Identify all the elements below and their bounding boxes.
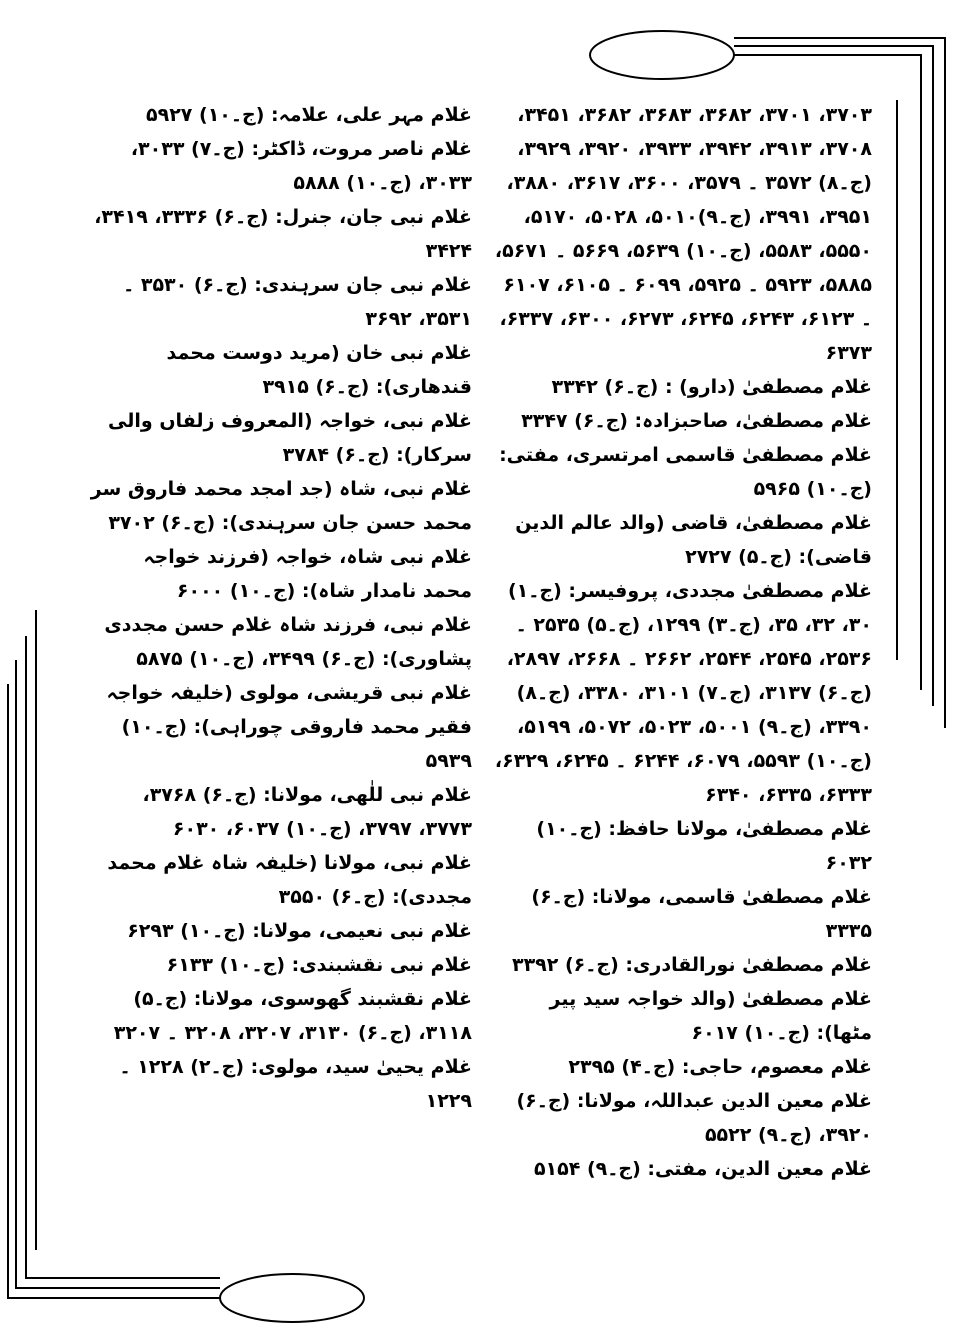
index-entry: غلام نبی نقشبندی: (ج۔۱۰) ۶۱۳۳ [166, 954, 472, 976]
index-entry: غلام مصطفیٰ، صاحبزادہ: (ج۔۶) ۳۳۴۷ [521, 410, 872, 432]
index-entry: غلام نبی قریشی، مولوی (خلیفہ خواجہ فقیر محمد فاروقی چوراہی): (ج۔۱۰) ۵۹۳۹ [106, 682, 472, 772]
index-entry: غلام مصطفیٰ، مولانا حافظ: (ج۔۱۰) ۶۰۳۲ [536, 818, 872, 874]
index-entry: غلام مصطفیٰ (دارو) : (ج۔۶) ۳۳۴۲ [551, 376, 872, 398]
right-index-column [490, 98, 872, 1186]
index-entry: غلام نبی، مولانا (خلیفہ شاہ غلام محمد مجددی): (ج۔۶) ۳۵۵۰ [107, 852, 472, 908]
index-entry: غلام نبی شاہ، خواجہ (فرزند خواجہ محمد نامدار شاہ): (ج۔۱۰) ۶۰۰۰ [143, 546, 472, 602]
index-entry: غلام نبی، شاہ (جد امجد محمد فاروق سر محمد حسن جان سرہندی): (ج۔۶) ۳۷۰۲ [90, 478, 472, 534]
index-entry: غلام مصطفیٰ، قاضی (والد عالم الدین قاضی): (ج۔۵) ۲۷۲۷ [515, 512, 872, 568]
index-entry: غلام مصطفیٰ نورالقادری: (ج۔۶) ۳۳۹۲ [511, 954, 872, 976]
top-oval-ornament [590, 31, 734, 79]
index-entry: غلام معصوم، حاجی: (ج۔۴) ۲۳۹۵ [568, 1056, 872, 1078]
left-index-column [90, 98, 472, 1118]
index-entry: غلام مہر علی، علامہ: (ج۔۱۰) ۵۹۲۷ [146, 104, 472, 126]
index-entry: غلام نبی، فرزند شاہ غلام حسن مجددی پشاوری): (ج۔۶) ۳۴۹۹، (ج۔۱۰) ۵۸۷۵ [104, 614, 472, 670]
index-entry: غلام مصطفیٰ قاسمی امرتسری، مفتی: (ج۔۱۰) ۵۹۶۵ [499, 444, 872, 500]
bottom-oval-ornament [220, 1274, 364, 1322]
index-entry: غلام معین الدین، مفتی: (ج۔۹) ۵۱۵۴ [533, 1158, 872, 1180]
index-entry: غلام معین الدین عبداللہ، مولانا: (ج۔۶) ۳۹۲۰، (ج۔۹) ۵۵۲۲ [516, 1090, 872, 1146]
index-entry: غلام مصطفیٰ (والد خواجہ سید پیر مٹھا): (ج۔۱۰) ۶۰۱۷ [549, 988, 872, 1044]
index-entry: غلام یحییٰ سید، مولوی: (ج۔۲) ۱۲۲۸ ۔ ۱۲۲۹ [119, 1056, 472, 1112]
index-entry: غلام نبی نعیمی، مولانا: (ج۔۱۰) ۶۲۹۳ [127, 920, 472, 942]
index-entry: غلام نبی جان، جنرل: (ج۔۶) ۳۳۳۶، ۳۴۱۹، ۳۴۲۴ [94, 206, 472, 262]
index-entry: غلام نبی للٰھی، مولانا: (ج۔۶) ۳۷۶۸، ۳۷۷۳، ۳۷۹۷، (ج۔۱۰) ۶۰۳۷، ۶۰۳۰ [142, 784, 472, 840]
index-entry: غلام نبی، خواجہ (المعروف زلفاں والی سرکار): (ج۔۶) ۳۷۸۴ [108, 410, 472, 466]
index-entry: غلام نبی جان سرہندی: (ج۔۶) ۳۵۳۰ ۔ ۳۵۳۱، ۳۶۹۲ [123, 274, 472, 330]
index-entry: غلام نقشبند گھوسوی، مولانا: (ج۔۵) ۳۱۱۸، (ج۔۶) ۳۱۳۰، ۳۲۰۷، ۳۲۰۸ ۔ ۳۲۰۷ [113, 988, 472, 1044]
index-entry: ۳۷۰۳، ۳۷۰۱، ۳۶۸۲، ۳۶۸۳، ۳۶۸۲، ۳۴۵۱، ۳۷۰۸، ۳۹۱۳، ۳۹۴۲، ۳۹۳۳، ۳۹۲۰، ۳۹۲۹، (ج۔۸) ۳۵۷۲ ۔ ۳۵۷۹، ۳۶۰۰، ۳۶۱۷، ۳۸۸۰، ۳۹۵۱، ۳۹۹۱، (ج۔۹)۵۰۱۰، ۵۰۲۸، ۵۱۷۰، ۵۵۵۰، ۵۵۸۳، (ج۔۱۰) ۵۶۳۹، ۵۶۶۹ ۔ ۵۶۷۱، ۵۸۸۵، ۵۹۲۳ ۔ ۵۹۲۵، ۶۰۹۹ ۔ ۶۱۰۵، ۶۱۰۷ ۔ ۶۱۲۳، ۶۲۴۳، ۶۲۴۵، ۶۲۷۳، ۶۳۰۰، ۶۳۳۷، ۶۳۷۳ [494, 104, 872, 364]
index-entry: غلام مصطفیٰ مجددی، پروفیسر: (ج۔۱) ۳۰، ۳۲، ۳۵، (ج۔۳) ۱۲۹۹، (ج۔۵) ۲۵۳۵ ۔ ۲۵۳۶، ۲۵۴۵، ۲۵۴۴، ۲۶۶۲ ۔ ۲۶۶۸، ۲۸۹۷، (ج۔۶) ۳۱۳۷، (ج۔۷) ۳۱۰۱، ۳۳۸۰، (ج۔۸) ۳۳۹۰، (ج۔۹) ۵۰۰۱، ۵۰۲۳، ۵۰۷۲، ۵۱۹۹، (ج۔۱۰) ۵۵۹۳، ۶۰۷۹، ۶۲۴۴ ۔ ۶۲۴۵، ۶۳۲۹، ۶۳۳۳، ۶۳۳۵، ۶۳۴۰ [494, 580, 872, 806]
index-entry: غلام نبی خان (مرید دوست محمد قندھاری): (ج۔۶) ۳۹۱۵ [166, 342, 472, 398]
index-entry: غلام ناصر مروت، ڈاکٹر: (ج۔۷) ۳۰۳۳، ۳۰۳۳، (ج۔۱۰) ۵۸۸۸ [130, 138, 472, 194]
index-entry: غلام مصطفیٰ قاسمی، مولانا: (ج۔۶) ۳۳۳۵ [531, 886, 872, 942]
